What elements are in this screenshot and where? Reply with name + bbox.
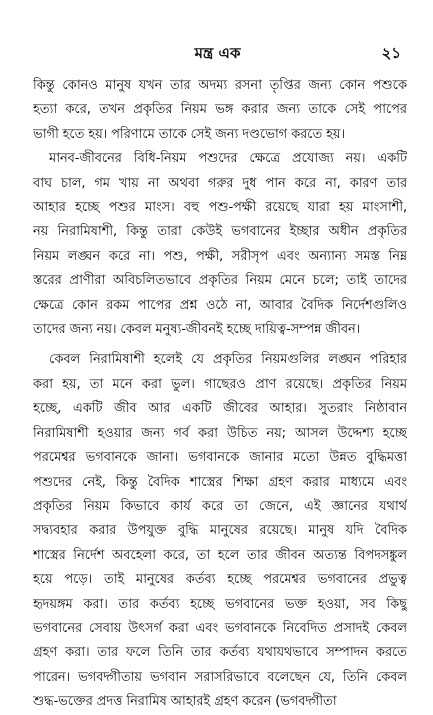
text-line: হচ্ছে, একটি জীব আর একটি জীবের আহার। সুতরাং নিষ্ঠাবান: [33, 401, 407, 417]
text-line: কেবল নিরামিষাশী হলেই যে প্রকৃতির নিয়মগুলির লঙ্ঘন পরিহার: [49, 352, 407, 368]
text-line: তাদের জন্য নয়। কেবল মনুষ্য-জীবনই হচ্ছে দায়িত্ব-সম্পন্ন জীবন।: [33, 322, 361, 338]
body-text: [33, 74, 407, 715]
text-line: নিরামিষাশী হওয়ার জন্য গর্ব করা উচিত নয়; আসল উদ্দেশ্য হচ্ছে: [33, 425, 407, 441]
paragraph: [33, 74, 407, 147]
text-line: সদ্ব্যবহার করার উপযুক্ত বুদ্ধি মানুষের রয়েছে। মানুষ যদি বৈদিক: [33, 523, 407, 539]
text-line: হয়ে পড়ে। তাই মানুষের কর্তব্য হচ্ছে পরমেশ্বর ভগবানের প্রভুত্ব: [33, 572, 407, 588]
text-line: পশুদের নেই, কিন্তু বৈদিক শাস্ত্রের শিক্ষা গ্রহণ করার মাধ্যমে এবং: [33, 474, 407, 490]
text-line: ভগবানের সেবায় উৎসর্গ করা এবং ভগবানকে নিবেদিত প্রসাদই কেবল: [33, 620, 407, 636]
text-line: করা হয়, তা মনে করা ভুল। গাছেরও প্রাণ রয়েছে। প্রকৃতির নিয়ম: [33, 376, 407, 392]
text-line: হত্যা করে, তখন প্রকৃতির নিয়ম ভঙ্গ করার জন্য তাকে সেই পাপের: [33, 102, 407, 118]
text-line: পারেন। ভগবদ্গীতায় ভগবান সরাসরিভাবে বলেছেন যে, তিনি কেবল: [33, 669, 407, 685]
paragraph: [33, 147, 407, 342]
text-line: কিন্তু কোনও মানুষ যখন তার অদম্য রসনা তৃপ্তির জন্য কোন পশুকে: [33, 78, 407, 93]
text-line: নয় নিরামিষাশী, কিন্তু তারা কেউই ভগবানের ইচ্ছার অধীন প্রকৃতির: [33, 224, 407, 240]
text-line: শাস্ত্রের নির্দেশ অবহেলা করে, তা হলে তার জীবন অত্যন্ত বিপদসঙ্কুল: [33, 547, 407, 563]
text-line: হৃদয়ঙ্গম করা। তার কর্তব্য হচ্ছে ভগবানের ভক্ত হওয়া, সব কিছু: [33, 596, 407, 612]
page-header: [30, 42, 405, 64]
text-line: আহার হচ্ছে পশুর মাংস। বহু পশু-পক্ষী রয়েছে যারা হয় মাংসাশী,: [33, 200, 407, 216]
text-line: গ্রহণ করা। তার ফলে তিনি তার কর্তব্য যথাযথভাবে সম্পাদন করতে: [33, 645, 407, 661]
text-line: মানব-জীবনের বিধি-নিয়ম পশুদের ক্ষেত্রে প্রযোজ্য নয়। একটি: [49, 151, 407, 167]
text-line: শুদ্ধ-ভক্তের প্রদত্ত নিরামিষ আহারই গ্রহণ করেন (ভগবদ্গীতা: [33, 694, 337, 710]
chapter-title: মন্ত্র এক: [194, 44, 241, 62]
text-line: স্তরের প্রাণীরা অবিচলিতভাবে প্রকৃতির নিয়ম মেনে চলে; তাই তাদের: [33, 273, 407, 289]
text-line: প্রকৃতির নিয়ম কিভাবে কার্য করে তা জেনে, এই জ্ঞানের যথার্থ: [33, 498, 407, 514]
paragraph: [33, 348, 407, 714]
text-line: বাঘ চাল, গম খায় না অথবা গরুর দুধ পান করে না, কারণ তার: [33, 175, 407, 191]
text-line: ভাগী হতে হয়। পরিণামে তাকে সেই জন্য দণ্ডভোগ করতে হয়।: [33, 126, 345, 142]
text-line: ক্ষেত্রে কোন রকম পাপের প্রশ্ন ওঠে না, আবার বৈদিক নির্দেশগুলিও: [33, 297, 407, 313]
page-number: ২১: [381, 44, 401, 62]
text-line: নিয়ম লঙ্ঘন করে না। পশু, পক্ষী, সরীসৃপ এবং অন্যান্য সমস্ত নিম্ন: [33, 248, 407, 264]
text-line: পরমেশ্বর ভগবানকে জানা। ভগবানকে জানার মতো উন্নত বুদ্ধিমত্তা: [33, 450, 407, 466]
